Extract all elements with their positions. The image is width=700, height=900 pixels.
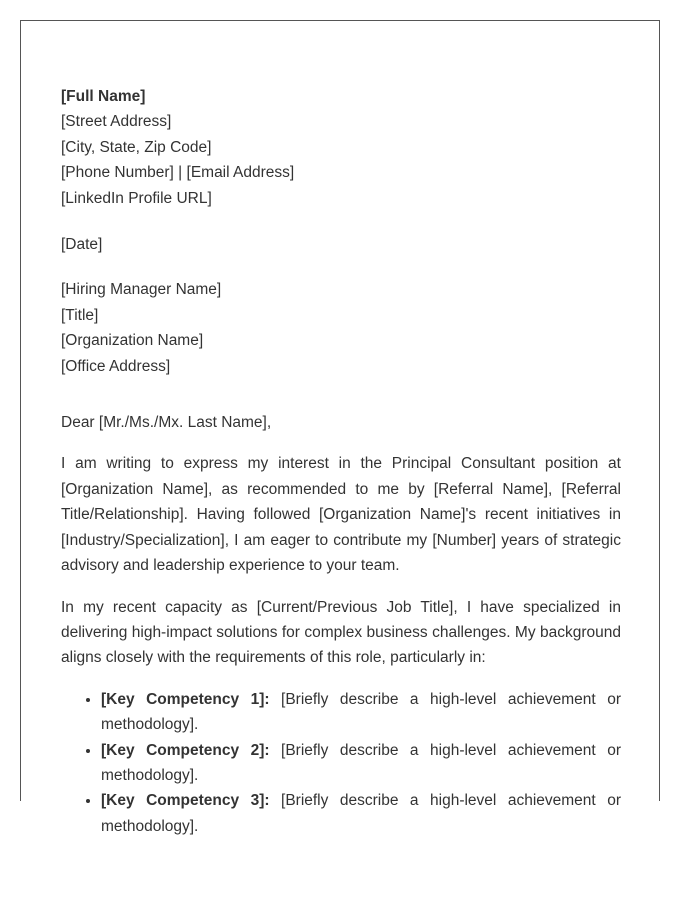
competency-text: [Briefly describe a high-level achievement or methodology].: [101, 792, 621, 835]
competency-text: [Briefly describe a high-level achievement or methodology].: [101, 741, 621, 784]
sender-city: [City, State, Zip Code]: [61, 138, 212, 156]
recipient-title: [Title]: [61, 306, 99, 324]
body-paragraph-2: In my recent capacity as [Current/Previous Job Title], I have specialized in delivering high-impact solutions for complex business challenges. My background aligns closely with the requirements of this role, particularly in:: [61, 598, 621, 667]
sender-block: [61, 84, 621, 211]
salutation: Dear [Mr./Ms./Mx. Last Name],: [61, 413, 272, 431]
date-block: [61, 232, 621, 257]
competency-item-1: [101, 687, 621, 738]
competency-label: [Key Competency 1]:: [101, 690, 270, 708]
recipient-block: [61, 277, 621, 379]
letter-date: [Date]: [61, 235, 103, 253]
sender-street: [Street Address]: [61, 113, 172, 131]
letter-page: [20, 20, 660, 835]
competency-label: [Key Competency 2]:: [101, 741, 270, 759]
recipient-name: [Hiring Manager Name]: [61, 281, 222, 299]
sender-linkedin: [LinkedIn Profile URL]: [61, 189, 212, 207]
competency-label: [Key Competency 3]:: [101, 792, 270, 810]
letter-content: [61, 84, 621, 839]
recipient-address: [Office Address]: [61, 357, 171, 375]
sender-name: [Full Name]: [61, 88, 146, 105]
competency-text: [Briefly describe a high-level achievement or methodology].: [101, 690, 621, 734]
competency-item-2: [101, 738, 621, 789]
body-paragraph-1: I am writing to express my interest in the Principal Consultant position at [Organization Name], as recommended to me by [Referral Name], [Referral Title/Relationship]. Having followed [Organization Name]'s recent initiatives in [Industry/Specialization], I am eager to contribute my [Number] years of strategic advisory and leadership experience to your team.: [61, 455, 621, 575]
competency-list: [61, 687, 621, 839]
competency-item-3: [101, 788, 621, 839]
sender-contact: [Phone Number] | [Email Address]: [61, 164, 295, 182]
recipient-organization: [Organization Name]: [61, 332, 204, 350]
